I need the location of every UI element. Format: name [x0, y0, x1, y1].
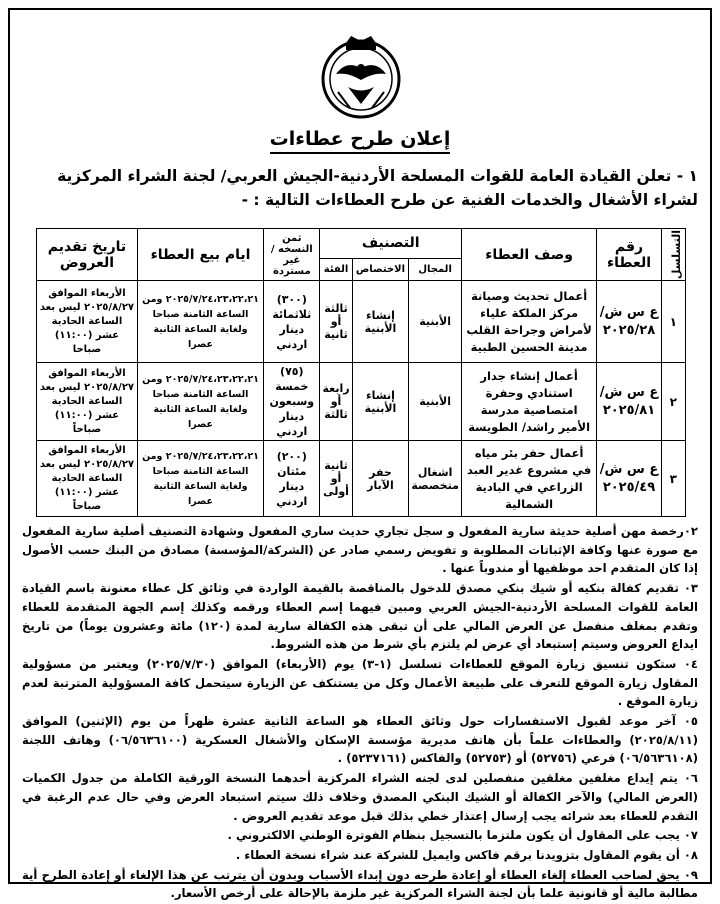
- header-specialty: الاختصاص: [352, 258, 409, 280]
- header-copy-price: ثمن النسخه /غير مستردة: [264, 229, 320, 281]
- tender-no-cell: ع س ش/ ٢٠٢٥/٢٨: [597, 281, 661, 363]
- header-serial: التسلسل: [661, 229, 685, 281]
- description-cell: أعمال إنشاء جدار استنادي وحفرة امتصاصية مدرسة الأمير راشد/ الطويسة: [461, 363, 596, 441]
- deadline-cell: الأربعاء الموافق ٢٠٢٥/٨/٢٧ ليس بعد الساعة الحادية عشر (١١:٠٠) صباحاً: [37, 363, 138, 441]
- description-cell: أعمال تحديث وصيانة مركز الملكة علياء لأمراض وجراحة القلب مدينة الحسين الطبية: [461, 281, 596, 363]
- serial-cell: ١: [661, 281, 685, 363]
- tender-no-cell: ع س ش/ ٢٠٢٥/٨١: [597, 363, 661, 441]
- specialty-cell: إنشاء الأبنية: [352, 281, 409, 363]
- table-row: [37, 281, 686, 363]
- tenders-table: [36, 228, 686, 517]
- header-sale-days: ايام بيع العطاء: [137, 229, 263, 281]
- serial-cell: ٣: [661, 441, 685, 517]
- header-field: المجال: [409, 258, 462, 280]
- condition-item: ٠٧ يجب على المقاول أن يكون ملتزما بالتسجيل بنظام الفوترة الوطني الالكتروني .: [227, 828, 698, 843]
- serial-cell: ٢: [661, 363, 685, 441]
- condition-item: ٠٨ أن يقوم المقاول بتزويدنا برقم فاكس وايميل للشركة عند شراء نسخة العطاء .: [235, 847, 698, 862]
- copy-price-cell: (٣٠٠) ثلاثمائة دينار اردني: [264, 281, 320, 363]
- table-header-row: [37, 229, 686, 259]
- condition-item: ٠٦ يتم إيداع مغلفين مغلقين منفصلين لدى لجنه الشراء المركزية أحدهما النسخة الورقية الكاملة من جدول الكميات (العرض المالي) والآخر الكفالة أو الشيك البنكي المصدق وخلاف ذلك سيتم استبعاد العرض وفي حال عدم الرغبة في التقدم للعطاء بعد شرائه يجب إرسال إعتذار خطي بذلك قبل موعد تقديم العروض .: [22, 771, 698, 823]
- deadline-cell: الأربعاء الموافق ٢٠٢٥/٨/٢٧ ليس بعد الساعة الحادية عشر (١١:٠٠) صباحاً: [37, 441, 138, 517]
- condition-item: ٠٣ تقديم كفالة بنكيه أو شيك بنكي مصدق للدخول بالمناقصة بالقيمة الواردة في وثائق كل عطاء معنونة باسم القيادة العامة للقوات المسلحة الأردنية-الجيش العربي ومبين فيهما إسم العطاء ورقمه وكذلك إسم الجهة المتقدمة للعطاء وتقدم بمغلف منفصل عن العرض المالي على أن تبقى هذه الكفالة سارية لمدة (١٢٠) مائة وعشرون يوماً) من تاريخ ايداع العروض وسيتم إستبعاد أي عرض لم يلتزم بأي شرط من هذه الشروط.: [22, 581, 698, 652]
- tender-no-cell: ع س ش/ ٢٠٢٥/٤٩: [597, 441, 661, 517]
- condition-item: ٠٢رخصة مهن أصلية حديثة سارية المفعول و سجل تجاري حديث ساري المفعول وشهادة التصنيف أصلية سارية المفعول مع صورة عنها وكافة الإثباتات المطلوبة و تفويض رسمي صادر عن (الشركة/المؤسسة) مصادق من البنك حسب الأصول إذا كان المتقدم احد موظفيها أو مندوباً عنها .: [22, 524, 698, 576]
- condition-item: ٠٩ يحق لصاحب العطاء إلغاء العطاء أو إعادة طرحه دون إبداء الأسباب وبدون أن يترتب عن هذا الإلغاء أو إعادة الطرح أية مطالبة مالية أو قانونية علما بأن لجنة الشراء المركزية غير ملزمة بالإحالة على أرخص الأسعار.: [22, 867, 698, 901]
- sale-days-cell: ٢٠٢٥/٧/٢٤،٢٣،٢٢،٢١ ومن الساعة الثامنة صباحا ولغاية الساعة الثانية عصرا: [137, 363, 263, 441]
- table-row: [37, 363, 686, 441]
- field-cell: الأبنية: [409, 281, 462, 363]
- header-classification: التصنيف: [320, 229, 461, 259]
- header-description: وصف العطاء: [461, 229, 596, 281]
- sale-days-cell: ٢٠٢٥/٧/٢٤،٢٣،٢٢،٢١ ومن الساعة الثامنة صباحا ولغاية الساعة الثانية عصرا: [137, 281, 263, 363]
- category-cell: رابعة أو ثالثة: [320, 363, 352, 441]
- field-cell: الأبنية: [409, 363, 462, 441]
- category-cell: ثانية أو أولى: [320, 441, 352, 517]
- condition-item: ٠٥ آخر موعد لقبول الاستفسارات حول وثائق العطاء هو الساعة الثانية عشرة ظهراً من يوم (الإثنين) الموافق (٢٠٢٥/٨/١١) والعطاءات علماً بأن هاتف مديرية مؤسسة الإسكان والأشغال العسكرية (٠٦/٥٦٣٦١٠٠) وهاتف اللجنة (٠٦/٥٦٣٦١٠٨) فرعي (٥٢٧٥٦) أو (٥٢٧٥٣) والفاكس (٥٢٣٧١٦١) .: [22, 714, 698, 766]
- specialty-cell: حفر الآبار: [352, 441, 409, 517]
- description-cell: أعمال حفر بئر مياه في مشروع غدير العبد الزراعي في البادية الشمالية: [461, 441, 596, 517]
- header-deadline: تاريخ تقديم العروض: [37, 229, 138, 281]
- sale-days-cell: ٢٠٢٥/٧/٢٤،٢٣،٢٢،٢١ ومن الساعة الثامنة صباحا ولغاية الساعة الثانية عصرا: [137, 441, 263, 517]
- table-row: [37, 441, 686, 517]
- copy-price-cell: (٧٥) خمسة وسبعون دينار اردني: [264, 363, 320, 441]
- intro-paragraph: ١ - تعلن القيادة العامة للقوات المسلحة الأردنية-الجيش العربي/ لجنة الشراء المركزية لشراء الأشغال والخدمات الفنية عن طرح العطاءات التالية : -: [57, 167, 698, 209]
- deadline-cell: الأربعاء الموافق ٢٠٢٥/٨/٢٧ ليس بعد الساعة الحادية عشر (١١:٠٠) صباحا: [37, 281, 138, 363]
- specialty-cell: إنشاء الأبنية: [352, 363, 409, 441]
- header-category: الفئة: [320, 258, 352, 280]
- header-tender-no: رقم العطاء: [597, 229, 661, 281]
- category-cell: ثالثة أو ثانية: [320, 281, 352, 363]
- tender-announcement-page: [8, 8, 712, 901]
- copy-price-cell: (٢٠٠) مئتان دينار اردني: [264, 441, 320, 517]
- armed-forces-emblem-icon: [316, 32, 406, 122]
- field-cell: اشغال متخصصة: [409, 441, 462, 517]
- condition-item: ٠٤ ستكون تنسيق زيارة الموقع للعطاءات تسلسل (١-٣) يوم (الأربعاء) الموافق (٢٠٢٥/٧/٣٠) ويعتبر من مسؤولية المقاول زيارة الموقع للتعرف على طبيعة الأعمال وكل من يستنكف عن الزيارة سيتحمل كافة المسؤولية المترتبة لعدم زيارة الموقع .: [22, 656, 698, 709]
- page-title: إعلان طرح عطاءات: [10, 128, 710, 150]
- conditions-list: [22, 522, 698, 904]
